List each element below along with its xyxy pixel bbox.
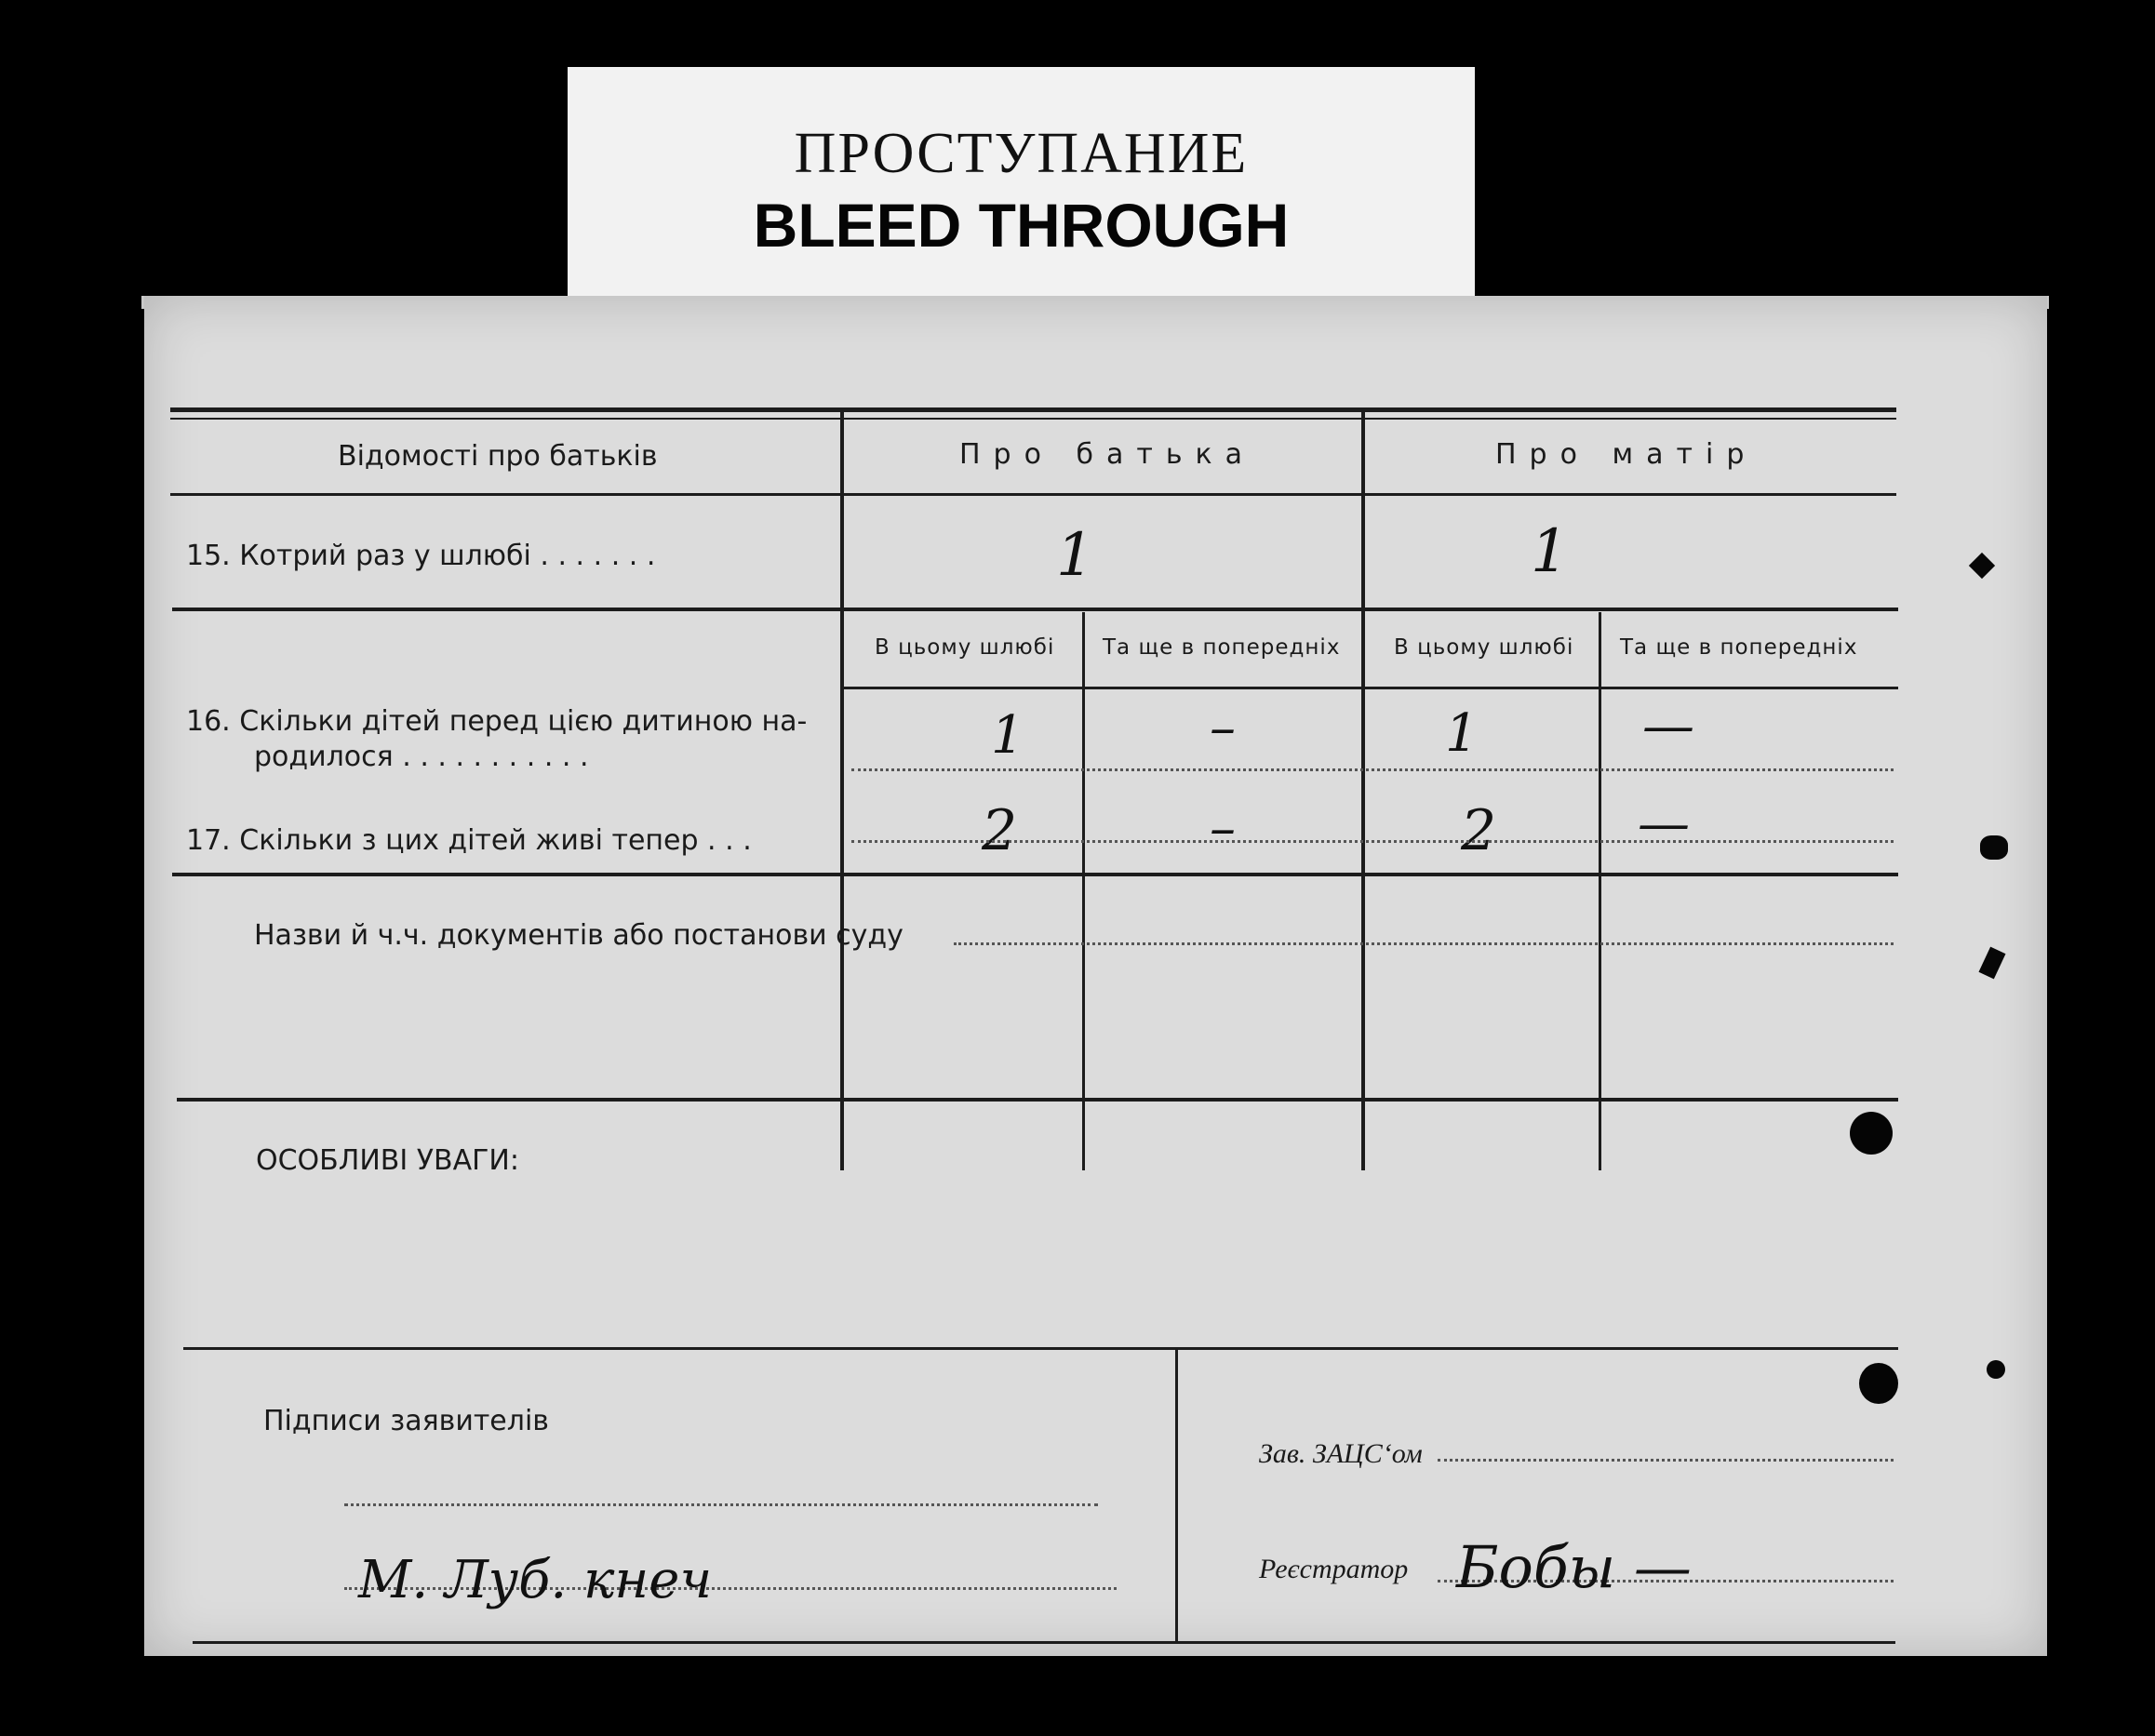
documents-dotted-line [954,942,1894,945]
signatures-label: Підписи заявителів [263,1405,549,1437]
subheader-father-previous: Та ще в попередніх [1103,635,1341,660]
row17-label: 17. Скільки з цих дітей живі тепер . . . [186,824,752,857]
row15-bottom-rule [172,608,1898,611]
row16-mother-previous: — [1642,696,1694,756]
top-rule-thin [170,418,1896,420]
row15-father-value: 1 [1056,521,1094,590]
row16-dotted-line [851,768,1894,771]
documents-bottom-rule [177,1098,1898,1102]
registrar-signature: Бобы — [1456,1533,1692,1601]
registrar-label: Реєстратор [1259,1554,1409,1584]
row16-label-line2: родилося . . . . . . . . . . . [254,741,589,773]
row16-mother-current: 1 [1445,703,1479,764]
header-info: Відомості про батьків [338,440,658,473]
signature-divider [1175,1350,1178,1641]
divider-mother-sub [1599,612,1601,1170]
remarks-label: ОСОБЛИВІ УВАГИ: [256,1144,519,1177]
subheader-father-current: В цьому шлюбі [875,635,1055,660]
row17-father-current: 2 [982,798,1018,863]
row17-mother-previous: — [1638,794,1690,854]
row15-mother-value: 1 [1531,517,1569,586]
documents-label: Назви й ч.ч. документів або постанови суду [254,919,903,952]
label-title-en: BLEED THROUGH [753,191,1290,260]
row16-father-previous: – [1210,698,1236,758]
bottom-rule [193,1641,1895,1644]
form-sheet [144,296,2047,1656]
head-label: Зав. ЗАЦС‘ом [1259,1438,1423,1469]
subheader-mother-current: В цьому шлюбі [1394,635,1574,660]
applicant-signature: М. Луб. кнеч [358,1550,713,1610]
row17-dotted-line [851,840,1894,843]
header-father: Про батька [959,438,1256,471]
head-dotted-line [1438,1459,1894,1462]
signature-line-1 [344,1503,1098,1506]
margin-mark-2 [1980,835,2008,860]
bleed-through-label-card [568,67,1475,311]
row16-label-line1: 16. Скільки дітей перед цією дитиною на- [186,705,808,738]
row16-father-current: 1 [991,705,1024,766]
punch-hole-2 [1859,1363,1898,1404]
row17-mother-current: 2 [1461,798,1497,863]
divider-father-sub [1082,612,1085,1170]
row17-father-previous: – [1210,798,1236,859]
divider-mother [1361,412,1365,1170]
divider-father [840,412,844,1170]
margin-mark-4 [1987,1360,2005,1379]
remarks-bottom-rule [183,1347,1898,1350]
label-title-ru: ПРОСТУПАНИЕ [794,122,1249,185]
top-rule [170,407,1896,412]
header-bottom-rule [170,493,1896,496]
subheader-bottom-rule [842,687,1898,689]
punch-hole-1 [1850,1112,1893,1155]
row15-label: 15. Котрий раз у шлюбі . . . . . . . [186,540,656,572]
subheader-mother-previous: Та ще в попередніх [1620,635,1858,660]
header-mother: Про матір [1495,438,1758,471]
row17-bottom-rule [172,873,1898,876]
